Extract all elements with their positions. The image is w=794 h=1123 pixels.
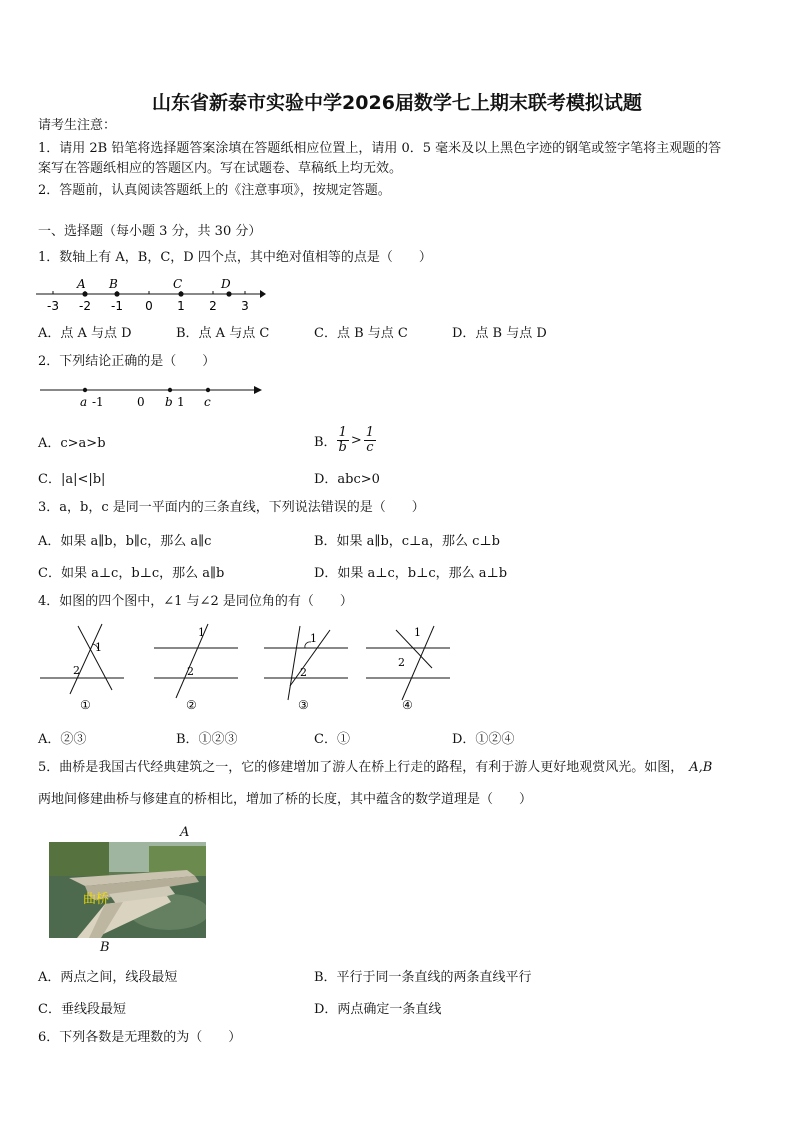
q1-point-d <box>226 291 231 296</box>
q4-fig4-angle-2: 2 <box>398 656 405 669</box>
q2-label-b: b <box>165 395 173 409</box>
q1-point-label-c: C <box>173 277 183 291</box>
q2-label-a: a <box>80 395 88 409</box>
q5-stem-points: A,B <box>689 760 713 775</box>
q4-option-a[interactable]: A．②③ <box>38 732 87 747</box>
q2-frac1-num: 1 <box>338 424 347 440</box>
q1-tick-label: 0 <box>145 299 153 313</box>
q1-option-b[interactable]: B．点 A 与点 C <box>176 326 270 341</box>
q3-option-d[interactable]: D．如果 a⊥c，b⊥c，那么 a⊥b <box>314 566 508 581</box>
notice-item-1b: 案写在答题纸相应的答题区内。写在试题卷、草稿纸上均无效。 <box>38 161 403 176</box>
q4-fig2-label: ② <box>186 698 197 712</box>
q1-tick-label: 2 <box>209 299 217 313</box>
q2-frac2-den: c <box>366 439 374 455</box>
page-title: 山东省新泰市实验中学2026届数学七上期末联考模拟试题 <box>152 92 642 114</box>
q1-tick-label: -1 <box>111 299 123 313</box>
bridge-photo <box>49 842 206 938</box>
notice-heading: 请考生注意： <box>38 118 117 133</box>
q5-option-a[interactable]: A．两点之间，线段最短 <box>38 970 178 985</box>
q4-fig3-angle-1: 1 <box>310 632 317 645</box>
q4-fig2-angle-2: 2 <box>187 665 194 678</box>
q1-point-label-b: B <box>109 277 118 291</box>
q1-number-line <box>36 272 266 314</box>
q2-label-neg1: -1 <box>92 395 104 409</box>
q2-stem: 2．下列结论正确的是（ ） <box>38 354 216 369</box>
q5-option-d[interactable]: D．两点确定一条直线 <box>314 1002 442 1017</box>
q1-stem: 1．数轴上有 A，B，C，D 四个点，其中绝对值相等的点是（ ） <box>38 250 432 265</box>
q4-fig1-angle-2: 2 <box>73 664 80 677</box>
q4-option-b[interactable]: B．①②③ <box>176 732 238 747</box>
bridge-photo-image <box>49 842 206 938</box>
q4-figure-2 <box>150 620 242 716</box>
q1-point-label-a: A <box>77 277 86 291</box>
q4-figure-3 <box>260 620 352 716</box>
q2-label-1: 1 <box>177 395 185 409</box>
q5-stem-line-1 <box>38 758 712 778</box>
q5-label-b: B <box>100 940 110 955</box>
q2-number-line <box>40 380 262 412</box>
notice-item-1a: 1．请用 2B 铅笔将选择题答案涂填在答题纸相应位置上，请用 0．5 毫米及以上黑色字迹的钢笔或签字笔将主观题的答 <box>38 141 722 156</box>
q2-option-b[interactable] <box>314 420 376 460</box>
q5-stem-line-2: 两地间修建曲桥与修建直的桥相比，增加了桥的长度，其中蕴含的数学道理是（ ） <box>38 792 533 807</box>
q1-option-d[interactable]: D．点 B 与点 D <box>452 326 547 341</box>
q1-point-label-d: D <box>221 277 231 291</box>
q1-tick-label: 3 <box>241 299 249 313</box>
q5-label-a: A <box>180 825 190 840</box>
q5-option-b[interactable]: B．平行于同一条直线的两条直线平行 <box>314 970 532 985</box>
q4-stem: 4．如图的四个图中，∠1 与∠2 是同位角的有（ ） <box>38 594 353 609</box>
q4-fig4-angle-1: 1 <box>414 626 421 639</box>
q5-option-c[interactable]: C．垂线段最短 <box>38 1002 126 1017</box>
notice-item-2: 2．答题前，认真阅读答题纸上的《注意事项》，按规定答题。 <box>38 183 391 198</box>
q3-option-a[interactable]: A．如果 a∥b，b∥c，那么 a∥c <box>38 534 212 549</box>
q2-label-c: c <box>204 395 211 409</box>
q2-option-d[interactable]: D．abc>0 <box>314 472 380 487</box>
q2-greater-sign: > <box>350 432 362 448</box>
q1-point-b <box>114 291 119 296</box>
section-heading: 一、选择题（每小题 3 分，共 30 分） <box>38 224 262 239</box>
q2-option-c[interactable]: C．|a|<|b| <box>38 472 106 487</box>
bridge-photo-caption: 曲桥 <box>83 892 110 907</box>
q4-fig4-label: ④ <box>402 698 413 712</box>
q4-fig3-angle-2: 2 <box>300 666 307 679</box>
q1-tick-label: -3 <box>47 299 59 313</box>
q4-fig2-angle-1: 1 <box>198 626 205 639</box>
q2-frac1-den: b <box>338 439 347 455</box>
q4-figure-4 <box>362 620 454 716</box>
q1-point-c <box>178 291 183 296</box>
q4-fig3-label: ③ <box>298 698 309 712</box>
q2-frac2-num: 1 <box>365 424 375 440</box>
q2-label-0: 0 <box>137 395 145 409</box>
q5-stem-1: 5．曲桥是我国古代经典建筑之一，它的修建增加了游人在桥上行走的路程，有利于游人更好地观赏风光。如图， <box>38 760 684 775</box>
q1-tick-label: 1 <box>177 299 185 313</box>
q3-option-b[interactable]: B．如果 a∥b，c⊥a，那么 c⊥b <box>314 534 500 549</box>
q6-stem: 6．下列各数是无理数的为（ ） <box>38 1030 242 1045</box>
q2-option-a[interactable]: A．c>a>b <box>38 436 106 451</box>
q1-option-c[interactable]: C．点 B 与点 C <box>314 326 408 341</box>
q1-tick-label: -2 <box>79 299 91 313</box>
q4-fig1-angle-1: 1 <box>95 641 102 654</box>
q4-figure-1 <box>34 620 130 716</box>
q4-option-c[interactable]: C．① <box>314 732 350 747</box>
q3-option-c[interactable]: C．如果 a⊥c，b⊥c，那么 a∥b <box>38 566 225 581</box>
q4-option-d[interactable]: D．①②④ <box>452 732 515 747</box>
q2-fraction-1-over-c <box>364 426 376 455</box>
q3-stem: 3．a，b，c 是同一平面内的三条直线，下列说法错误的是（ ） <box>38 500 425 515</box>
q2-fraction-1-over-b <box>337 426 349 455</box>
q4-fig1-label: ① <box>80 698 91 712</box>
q1-option-a[interactable]: A．点 A 与点 D <box>38 326 132 341</box>
q1-point-a <box>82 291 87 296</box>
q2-option-b-prefix: B． <box>314 434 337 450</box>
